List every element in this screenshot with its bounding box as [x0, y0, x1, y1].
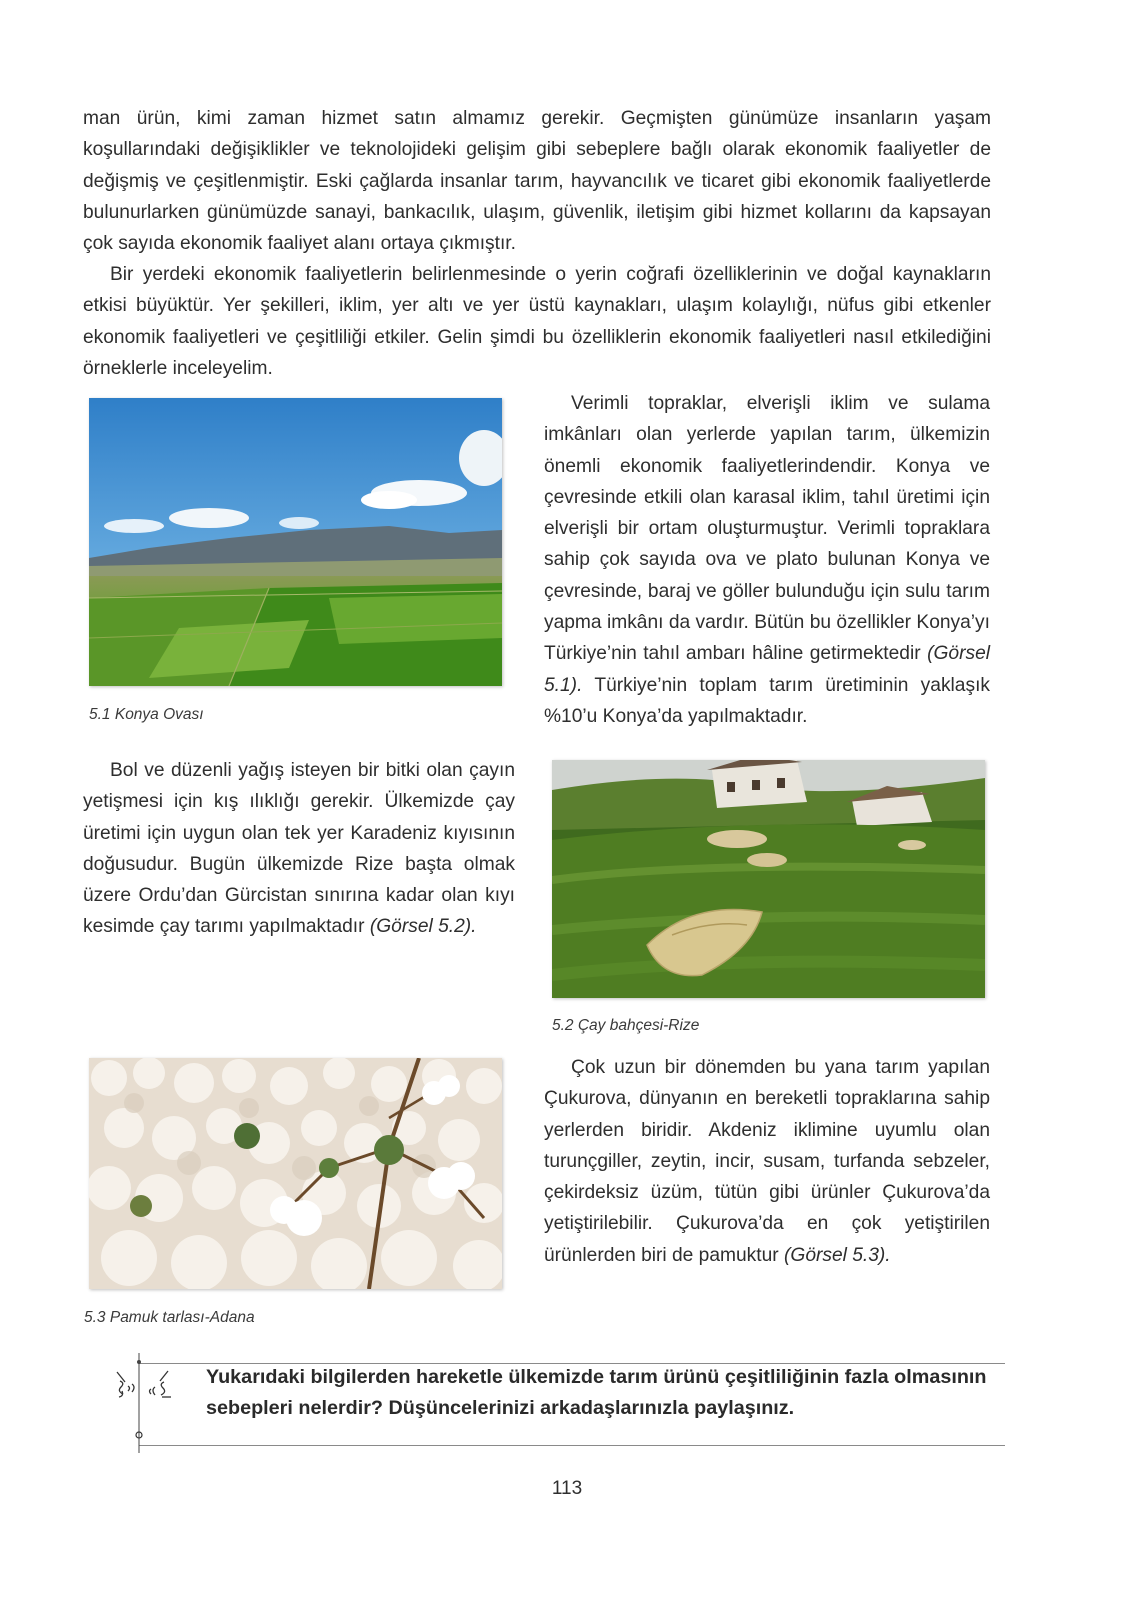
konya-plain-photo — [89, 398, 502, 686]
question-bottom-rule — [139, 1445, 1005, 1446]
tea-figure-reference: (Görsel 5.2). — [369, 916, 477, 938]
intro-paragraph-2: Bir yerdeki ekonomik faaliyetlerin belirlenmesinde o yerin coğrafi özelliklerinin ve doğal kaynakların etkisi büyüktür. Yer şekilleri, iklim, yer altı ve yer üstü kaynakları, ulaşım kolaylığı, nüfus gibi etkenler ekonomik faaliyetleri ve çeşitliliği etkiler. Gelin şimdi bu özelliklerin ekonomik faaliyetleri nasıl etkilediğini örneklerle inceleyelim. — [83, 264, 991, 379]
konya-photo-caption: 5.1 Konya Ovası — [89, 706, 204, 723]
page-number: 113 — [551, 1478, 583, 1499]
cotton-field-photo — [89, 1058, 502, 1289]
konya-paragraph: Verimli topraklar, elverişli iklim ve sulama imkânları olan yerlerde yapılan tarım, ülkemizin önemli ekonomik faaliyetlerindendir. Konya ve çevresinde etkili olan karasal iklim, tahıl üretimi için elverişli bir ortam oluşturmuştur. Verimli topraklara sahip çok sayıda ova ve plato bulunan Konya ve çevresinde, baraj ve göller bulunduğu için sulu tarım yapma imkânı da vardır. Bütün bu özellikler Konya’yı Türkiye’nin tahıl ambarı hâline getirmektedir (Görsel 5.1). Türkiye’nin toplam tarım üretiminin yaklaşık %10’u Konya’da yapılmaktadır. — [544, 393, 990, 727]
discussion-question: Yukarıdaki bilgilerden hareketle ülkemizde tarım ürünü çeşitliliğinin fazla olmasının sebepleri nelerdir? Düşüncelerinizi arkadaşlarınızla paylaşınız. — [206, 1366, 987, 1419]
konya-figure-reference: (Görsel 5.1). — [544, 643, 990, 696]
tea-paragraph: Bol ve düzenli yağış isteyen bir bitki olan çayın yetişmesi için kış ılıklığı gerekir. Ülkemizde çay üretimi için uygun olan tek yer Karadeniz kıyısının doğusudur. Bugün ülkemizde Rize başta olmak üzere Ordu’dan Gürcistan sınırına kadar olan kıyı kesimde çay tarımı yapılmaktadır (Görsel 5.2). — [83, 760, 515, 938]
cotton-figure-reference: (Görsel 5.3). — [784, 1244, 891, 1266]
discussion-icon — [105, 1353, 185, 1453]
cotton-photo-caption: 5.3 Pamuk tarlası-Adana — [84, 1309, 255, 1326]
cukurova-paragraph: Çok uzun bir dönemden bu yana tarım yapılan Çukurova, dünyanın en bereketli topraklarına sahip yerlerden biridir. Akdeniz iklimine uyumlu olan turunçgiller, zeytin, incir, susam, turfanda sebzeler, çekirdeksiz üzüm, tütün gibi ürünler Çukurova’da yetiştirilebilir. Çukurova’da en çok yetiştirilen ürünlerden biri de pamuktur (Görsel 5.3). — [544, 1057, 990, 1266]
intro-paragraph-1: man ürün, kimi zaman hizmet satın almamız gerekir. Geçmişten günümüze insanların yaşam koşullarındaki değişiklikler ve teknolojideki gelişim gibi sebeplere bağlı olarak ekonomik faaliyetler de değişmiş ve çeşitlenmiştir. Eski çağlarda insanlar tarım, hayvancılık ve ticaret gibi ekonomik faaliyetlerde bulunurlarken günümüzde sanayi, bankacılık, ulaşım, güvenlik, iletişim gibi hizmet kollarını da kapsayan çok sayıda ekonomik faaliyet alanı ortaya çıkmıştır. — [83, 108, 991, 255]
tea-garden-photo — [552, 760, 985, 998]
tea-photo-caption: 5.2 Çay bahçesi-Rize — [552, 1017, 700, 1034]
